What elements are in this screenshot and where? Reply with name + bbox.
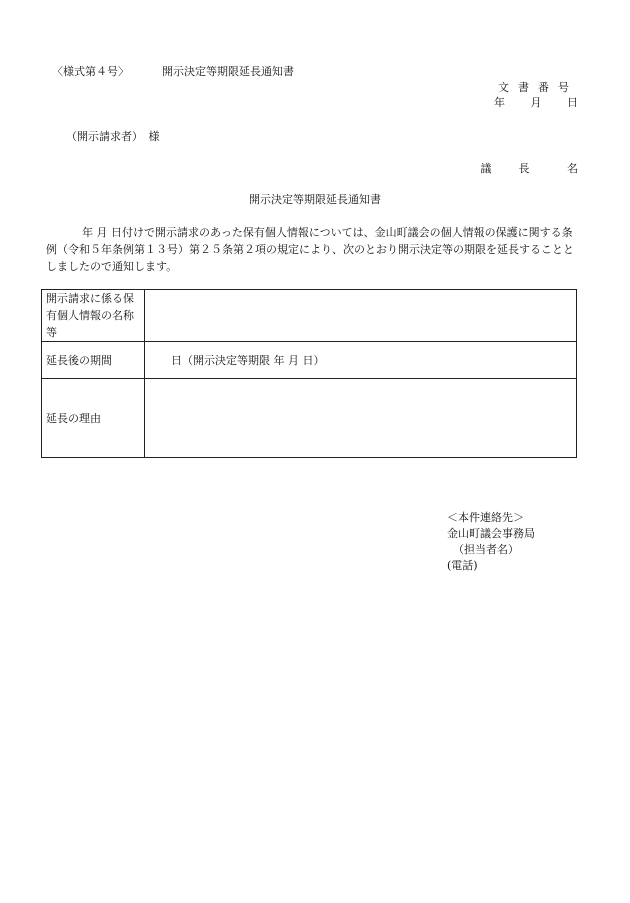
table-value-period: 日（開示決定等期限 年 月 日） <box>145 342 577 379</box>
table-value-reason <box>145 379 577 458</box>
date-line <box>484 97 578 108</box>
chair-title: 議 長 <box>480 162 538 175</box>
table-row <box>42 290 577 342</box>
contact-office: 金山町議会事務局 <box>447 527 535 540</box>
table-value-name <box>145 290 577 342</box>
contact-person: （担当者名） <box>453 543 519 556</box>
contact-block <box>447 510 535 574</box>
notice-body <box>46 224 580 275</box>
date-day: 日 <box>567 96 578 109</box>
table-label-reason: 延長の理由 <box>42 379 145 458</box>
date-year: 年 <box>494 96 505 109</box>
form-title: 開示決定等期限延長通知書 <box>162 65 294 78</box>
table-row <box>42 379 577 458</box>
date-month: 月 <box>530 96 542 109</box>
contact-phone: (電話) <box>447 559 478 572</box>
info-table <box>41 289 577 458</box>
notice-paragraph: 年 月 日付けで開示請求のあった保有個人情報については、金山町議会の個人情報の保護に関する条例（令和５年条例第１３号）第２５条第２項の規定により、次のとおり開示決定等の期限を延長することとしましたので通知します。 <box>46 226 574 273</box>
chair-signature <box>455 163 579 174</box>
table-label-name: 開示請求に係る保有個人情報の名称等 <box>42 290 145 342</box>
contact-heading: ＜本件連絡先＞ <box>447 511 524 524</box>
form-number: 〈様式第４号〉 <box>52 65 129 78</box>
requester-addressee: （開示請求者） 様 <box>66 130 160 143</box>
table-label-period: 延長後の期間 <box>42 342 145 379</box>
document-number: 文書番号 <box>498 81 578 94</box>
chair-name: 名 <box>567 162 578 175</box>
document-title: 開示決定等期限延長通知書 <box>249 193 381 206</box>
table-row <box>42 342 577 379</box>
